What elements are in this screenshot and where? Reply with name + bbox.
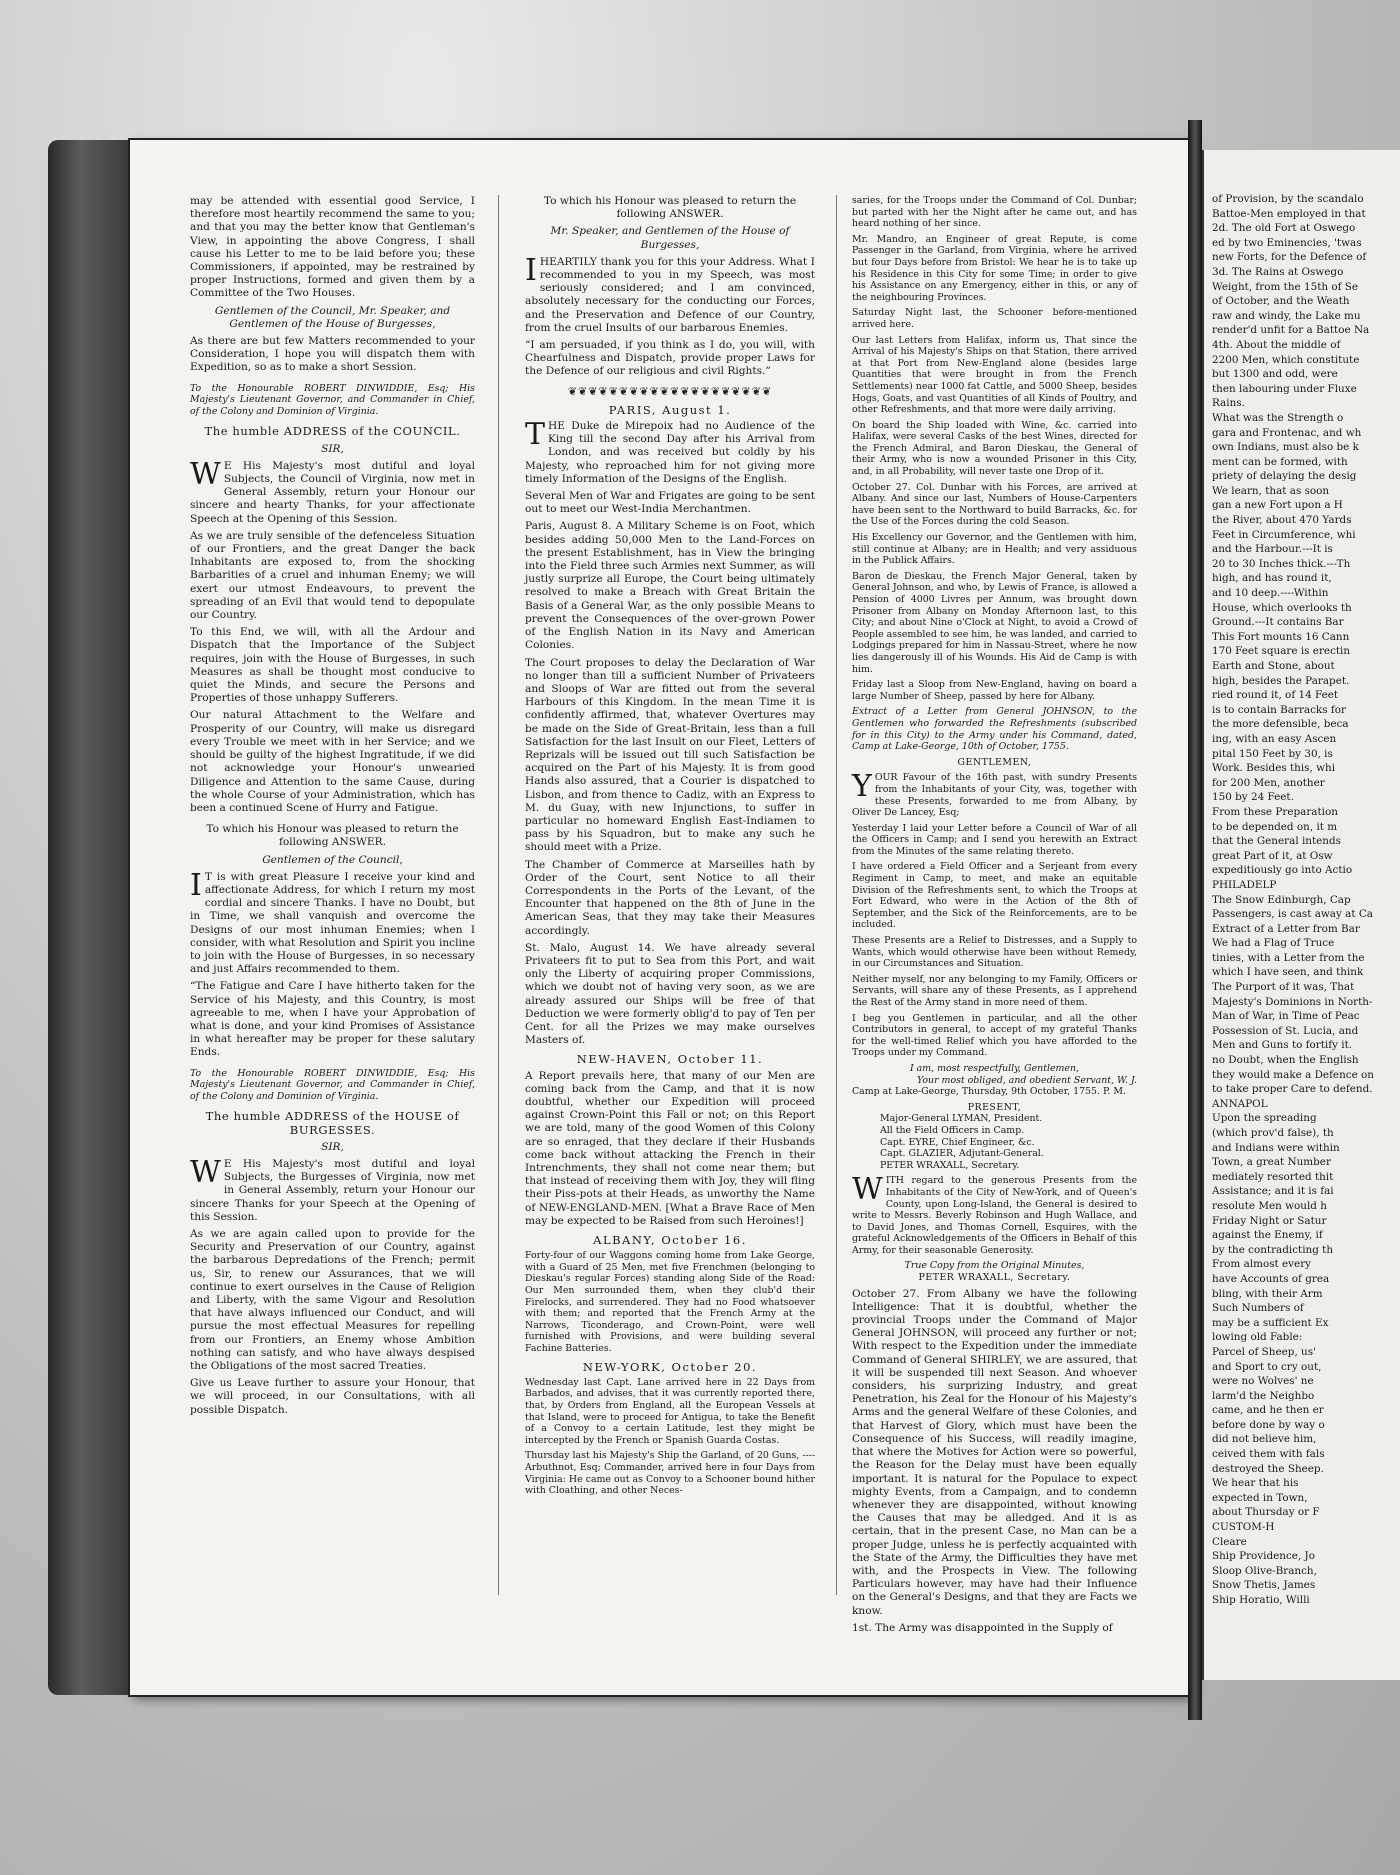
present-heading: PRESENT, [967, 1101, 1022, 1113]
text-line: own Indians, must also be k [1212, 441, 1359, 454]
paragraph: St. Malo, August 14. We have already several Privateers fit to put to Sea from this Port, and wait only the Liberty of acquiring proper Commissions, which we doubt not of having very soon, as we are already assured our Ships will be free of that Deduction we were formerly oblig'd to pay of Ten per Cent. for all the Prizes we may make ourselves Masters of. [525, 941, 815, 1047]
paragraph: Give us Leave further to assure your Honour, that we will proceed, in our Consultations, with all possible Dispatch. [190, 1377, 475, 1416]
text-line: larm'd the Neighbo [1212, 1389, 1315, 1402]
text-line: about Thursday or F [1212, 1506, 1320, 1519]
text-line: to take proper Care to defend. [1212, 1083, 1373, 1096]
section-heading: The humble ADDRESS of the COUNCIL. [204, 424, 461, 439]
text-line: Work. Besides this, whi [1212, 762, 1336, 775]
paragraph: His Excellency our Governor, and the Gentlemen with him, still continue at Albany; are in Health; and very assiduous in the Publick Affairs. [852, 532, 1137, 567]
text-line: did not believe him, [1212, 1433, 1317, 1446]
list-item: Capt. GLAZIER, Adjutant-General. [880, 1148, 1044, 1160]
paragraph: Thursday last his Majesty's Ship the Garland, of 20 Guns, ----Arbuthnot, Esq; Commander, arrived here in four Days from Virginia: He came out as Convoy to a Schooner bound hither with Cloathing, and other Neces- [525, 1450, 815, 1497]
text-line: 150 by 24 Feet. [1212, 791, 1294, 804]
text-line: Ship Providence, Jo [1212, 1550, 1315, 1563]
paragraph: I beg you Gentlemen in particular, and all the other Contributors in general, to accept of my grateful Thanks for the well-timed Relief which you have afforded to the Troops under my Command. [852, 1012, 1137, 1059]
text-line: ed by two Eminencies, 'twas [1212, 236, 1362, 249]
text-line: Town, a great Number [1212, 1156, 1331, 1169]
column-3 [852, 195, 1137, 1639]
paragraph: The Chamber of Commerce at Marseilles hath by Order of the Court, sent Notice to all their Correspondents in the Ports of the Levant, of the Encounter that happened on the 8th of June in the American Seas, that they may take their Measures accordingly. [525, 858, 815, 937]
text-line: (which prov'd false), th [1212, 1127, 1334, 1139]
paragraph: A Report prevails here, that many of our Men are coming back from the Camp, and that it is now doubtful, whether our Expedition will proceed against Crown-Point this Fall or not; on this Report we are told, many of the good Women of this Colony are so enraged, that they declare if their Husbands come back without attacking the French in their Intrenchments, they shall not come near them; but that instead of receiving them with Joy, they will fling their Piss-pots at their Heads, as unworthy the Name of NEW-ENGLAND-MEN. [What a Brave Race of Men may be expected to be Raised from such Heroines!] [525, 1069, 815, 1227]
text-line: We learn, that as soon [1212, 484, 1330, 497]
text-line: and Indians were within [1212, 1141, 1340, 1154]
text-line: of October, and the Weath [1212, 295, 1350, 308]
text-line: no Doubt, when the English [1212, 1054, 1359, 1067]
text-line: great Part of it, at Osw [1212, 849, 1333, 862]
text-line: and 10 deep.----Within [1212, 587, 1329, 600]
paragraph: “The Fatigue and Care I have hitherto taken for the Service of his Majesty, and this Country, is most agreeable to me, when I have your Approbation of what is done, and your kind Promises of Assistance in what hereafter may be proper for these salutary Ends. [190, 980, 475, 1059]
text-line: before done by way o [1212, 1418, 1325, 1431]
text-line: then labouring under Fluxe [1212, 382, 1357, 395]
paragraph: As there are but few Matters recommended to your Consideration, I hope you will dispatch them with Expedition, so as to make a short Session. [190, 335, 475, 374]
signature: PETER WRAXALL, Secretary. [918, 1272, 1071, 1284]
address-heading: To the Honourable ROBERT DINWIDDIE, Esq; His Majesty's Lieutenant Governor, and Commander in Chief, of the Colony and Dominion of Virginia. [190, 1067, 475, 1102]
text-line: high, and has round it, [1212, 572, 1332, 585]
text-line: From these Preparation [1212, 805, 1338, 818]
text-line: they would make a Defence on [1212, 1068, 1374, 1081]
text-line: ing, with an easy Ascen [1212, 732, 1337, 745]
text-line: Men and Guns to fortify it. [1212, 1039, 1353, 1052]
paragraph: Saturday Night last, the Schooner before-mentioned arrived here. [852, 307, 1137, 330]
text-line: tinies, with a Letter from the [1212, 951, 1365, 964]
text-line: new Forts, for the Defence of [1212, 251, 1367, 264]
text-line: Feet in Circumference, whi [1212, 528, 1356, 541]
paragraph: THE Duke de Mirepoix had no Audience of the King till the second Day after his Arrival from London, and was received but coldly by his Majesty, who reproached him for not giving more timely Information of the Designs of the English. [525, 417, 815, 485]
paragraph: These Presents are a Relief to Distresses, and a Supply to Wants, which would otherwise have been without Remedy, in our Circumstances and Situation. [852, 935, 1137, 970]
text-line: What was the Strength o [1212, 411, 1344, 424]
paragraph: Paris, August 8. A Military Scheme is on Foot, which besides adding 50,000 Men to the Land-Forces on the present Establishment, has in View the bringing into the Field three such Armies next Summer, as will justly surprize all Europe, the Court being ultimately resolved to make a Breach with Great Britain the Basis of a General War, as the only possible Means to prevent the Consequences of the over-grown Power of the English Nation in its Navy and American Colonies. [525, 520, 815, 652]
paragraph: WE His Majesty's most dutiful and loyal Subjects, the Burgesses of Virginia, now met in General Assembly, return your Honour our sincere Thanks for your Speech at the Opening of this Session. [190, 1154, 475, 1223]
text-line: PHILADELP [1212, 878, 1277, 891]
text-line: Man of War, in Time of Peac [1212, 1010, 1360, 1023]
text-line: Ship Horatio, Willi [1212, 1594, 1310, 1606]
paragraph: Our last Letters from Halifax, inform us, That since the Arrival of his Majesty's Ships on that Station, there arrived at that Port from New-England alone (besides large Quantities that were brought in from the French Settlements) near 1000 fat Cattle, and 5000 Sheep, besides Hogs, Goats, and vast Quantities of all Kinds of Poultry, and other Refreshments, and that more were daily arriving. [852, 334, 1137, 416]
text-line: were no Wolves' ne [1212, 1375, 1314, 1388]
facing-page [1202, 150, 1400, 1680]
text-line: CUSTOM-H [1212, 1521, 1275, 1534]
text-line: Ground.---It contains Bar [1212, 616, 1344, 629]
paragraph: may be attended with essential good Service, I therefore most heartily recommend the same to you; and that you may the better know that Gentleman's View, in appointing the above Congress, I shall cause his Letter to me to be laid before you; these Commissioners, if appointed, may be restrained by proper Instructions, formed and given them by a Committee of the Two Houses. [190, 195, 475, 300]
column-4 [1212, 192, 1398, 1608]
paragraph: To this End, we will, with all the Ardour and Dispatch that the Importance of the Subject requires, join with the House of Burgesses, in such Measures as shall be thought most conducive to quiet the Minds, and secure the Persons and Properties of those unhappy Sufferers. [190, 626, 475, 705]
text-line: 3d. The Rains at Oswego [1212, 265, 1344, 278]
text-line: expected in Town, [1212, 1491, 1308, 1504]
newspaper-page [130, 140, 1190, 1695]
text-line: The Snow Edinburgh, Cap [1212, 893, 1351, 906]
text-line: bling, with their Arm [1212, 1287, 1323, 1300]
members-list [880, 1113, 1137, 1171]
paragraph: Wednesday last Capt. Lane arrived here in 22 Days from Barbados, and advises, that it was currently reported there, that, by Orders from England, all the European Vessels at that Island, were to proceed for Antigua, to take the Benefit of a Convoy to a certain Latitude, lest they might be intercepted by the French or Spanish Guarda Costas. [525, 1376, 815, 1446]
text-line: which I have seen, and think [1212, 966, 1364, 979]
text-line: Earth and Stone, about [1212, 660, 1335, 672]
text-line: House, which overlooks th [1212, 601, 1352, 614]
text-line: of Provision, by the scandalo [1212, 193, 1364, 205]
closing: I am, most respectfully, Gentlemen, [910, 1062, 1079, 1074]
text-line: raw and windy, the Lake mu [1212, 309, 1361, 322]
text-line: pital 150 Feet by 30, is [1212, 747, 1333, 760]
paragraph: October 27. Col. Dunbar with his Forces, are arrived at Albany. And since our last, Numbers of House-Carpenters have been sent to the Northward to build Barracks, &c. for the Use of the Forces during the cold Season. [852, 481, 1137, 528]
text-line: priety of delaying the desig [1212, 470, 1357, 483]
salutation: Gentlemen of the Council, [262, 853, 403, 866]
text-line: and Sport to cry out, [1212, 1360, 1322, 1373]
text-line: We hear that his [1212, 1477, 1299, 1490]
section-heading: The humble ADDRESS of the HOUSE of BURGESSES. [205, 1109, 460, 1137]
text-line: We had a Flag of Truce [1212, 937, 1335, 950]
text-line: 170 Feet square is erectin [1212, 645, 1351, 658]
list-item: Capt. EYRE, Chief Engineer, &c. [880, 1136, 1035, 1148]
text-line: 20 to 30 Inches thick.---Th [1212, 557, 1351, 570]
salutation: SIR, [321, 442, 344, 455]
text-line: high, besides the Parapet. [1212, 674, 1350, 687]
paragraph: YOUR Favour of the 16th past, with sundry Presents from the Inhabitants of your City, was, together with these Presents, forwarded to me from Albany, by Oliver De Lancey, Esq; [852, 769, 1137, 819]
text-line: resolute Men would h [1212, 1199, 1327, 1212]
text-line: Upon the spreading [1212, 1112, 1317, 1125]
paragraph: saries, for the Troops under the Command of Col. Dunbar; but parted with her the Night after he came out, and has heard nothing of her since. [852, 195, 1137, 230]
text-line: came, and he then er [1212, 1404, 1324, 1417]
text-line: Weight, from the 15th of Se [1212, 280, 1359, 293]
text-line: may be a sufficient Ex [1212, 1316, 1329, 1329]
text-line: by the contradicting th [1212, 1243, 1334, 1256]
paragraph: Neither myself, nor any belonging to my Family, Officers or Servants, will share any of these Presents, as I apprehend the Rest of the Army stand in more need of them. [852, 973, 1137, 1008]
salutation: SIR, [321, 1140, 344, 1153]
text-line: to be depended on, it m [1212, 820, 1338, 833]
paragraph: 1st. The Army was disappointed in the Supply of [852, 1621, 1113, 1634]
closing: Your most obliged, and obedient Servant, W. J. [917, 1074, 1137, 1086]
text-line: the more defensible, beca [1212, 718, 1349, 731]
paragraph: On board the Ship loaded with Wine, &c. carried into Halifax, were several Casks of the best Wines, directed for the French Admiral, and Baron Dieskau, the General of their Army, who is now a wounded Prisoner in this City, and, in all Probability, will never taste one Drop of it. [852, 419, 1137, 478]
paragraph: Our natural Attachment to the Welfare and Prosperity of our Country, will make us disregard every Trouble we meet with in her Service; and we should be guilty of the highest Ingratitude, if we did not acknowledge your Honour's unwearied Diligence and Attention to the same Cause, during the whole Course of your Administration, which has been a continued Scene of Hurry and Fatigue. [190, 709, 475, 814]
column-rule [836, 195, 837, 1595]
paragraph: The Court proposes to delay the Declaration of War no longer than till a sufficient Number of Privateers and Sloops of War are fitted out from the several Harbours of this Kingdom. In the mean Time it is confidently affirmed, that, whatever Overtures may be made on the Side of Great-Britain, less than a full Satisfaction for the last Insult on our Fleet, Letters of Reprizals will be issued out till such Satisfaction be acquired on the Part of his Majesty. It is from good Hands also assured, that a Courier is dispatched to Lisbon, and from thence to Cadiz, with an Express to M. du Guay, with new Injunctions, to suffer in particular no homeward English East-Indiamen to pass by his Squadron, but to make any such he should meet with a Prize. [525, 656, 815, 854]
text-line: Friday Night or Satur [1212, 1214, 1327, 1227]
text-line: expeditiously go into Actio [1212, 864, 1353, 877]
text-line: From almost every [1212, 1258, 1312, 1271]
paragraph: As we are truly sensible of the defenceless Situation of our Frontiers, and the great Danger the back Inhabitants are exposed to, from the shocking Barbarities of a cruel and inhuman Enemy; we will exert our utmost Endeavours, to prevent the spreading of an Evil that would tend to depopulate our Country. [190, 529, 475, 622]
paragraph: “I am persuaded, if you think as I do, you will, with Chearfulness and Dispatch, provide proper Laws for the Defence of our religious and civil Rights.” [525, 339, 815, 378]
text-line: The Purport of it was, That [1212, 981, 1355, 994]
dateline: Camp at Lake-George, Thursday, 9th October, 1755. P. M. [852, 1086, 1126, 1098]
text-line: Such Numbers of [1212, 1302, 1304, 1315]
salutation: Gentlemen of the Council, Mr. Speaker, and Gentlemen of the House of Burgesses, [214, 304, 451, 330]
text-line: Sloop Olive-Branch, [1212, 1564, 1317, 1577]
reply-heading: To which his Honour was pleased to return the following ANSWER. [543, 195, 797, 221]
text-line: 2200 Men, which constitute [1212, 353, 1360, 366]
dateline: PARIS, August 1. [608, 402, 732, 417]
text-line: Possession of St. Lucia, and [1212, 1024, 1359, 1037]
paragraph: Several Men of War and Frigates are going to be sent out to meet our West-India Merchantmen. [525, 490, 815, 516]
reply-heading: To which his Honour was pleased to return the following ANSWER. [206, 823, 459, 849]
text-line: against the Enemy, if [1212, 1229, 1323, 1242]
list-item: Major-General LYMAN, President. [880, 1113, 1043, 1125]
text-line: that the General intends [1212, 835, 1341, 848]
column-2 [525, 195, 815, 1501]
ornament-rule: ❦❦❦❦❦❦❦❦❦❦❦❦❦❦❦❦❦❦❦❦ [567, 384, 773, 398]
paragraph: Baron de Dieskau, the French Major General, taken by General Johnson, and who, by Lewis of France, is allowed a Pension of 4000 Livres per Annum, was brought down Prisoner from Albany on Monday Afternoon last, to this City; and about Nine o'Clock at Night, to avoid a Crowd of People assembled to see him, he was landed, and carried to Lodgings prepared for him in Nassau-Street, where he now lies dangerously ill of his Wounds. His Aid de Camp is with him. [852, 570, 1137, 675]
text-line: ment can be formed, with [1212, 455, 1348, 468]
paragraph: WE His Majesty's most dutiful and loyal Subjects, the Council of Virginia, now met in General Assembly, return your Honour our sincere and hearty Thanks, for your affectionate Speech at the Opening of this Session. [190, 456, 475, 525]
text-line: the River, about 470 Yards [1212, 514, 1352, 527]
text-line: ANNAPOL [1212, 1097, 1268, 1110]
dateline: NEW-YORK, October 20. [582, 1359, 758, 1374]
paragraph: IHEARTILY thank you for this your Address. What I recommended to you in my Speech, was most seriously considered; and I am convinced, absolutely necessary for the conducting our Forces, and the Preservation and Defence of our Country, from the cruel Insults of our barbarous Enemies. [525, 252, 815, 334]
text-line: but 1300 and odd, were [1212, 368, 1338, 381]
address-heading: To the Honourable ROBERT DINWIDDIE, Esq; His Majesty's Lieutenant Governor, and Commander in Chief, of the Colony and Dominion of Virginia. [190, 382, 475, 417]
text-line: Cleare [1212, 1535, 1247, 1548]
text-line: mediately resorted thit [1212, 1170, 1334, 1183]
text-line: destroyed the Sheep. [1212, 1462, 1324, 1475]
column-1 [190, 195, 475, 1421]
list-item: PETER WRAXALL, Secretary. [880, 1159, 1020, 1171]
book-gutter [1188, 120, 1202, 1720]
paragraph: Mr. Mandro, an Engineer of great Repute, is come Passenger in the Garland, from Virginia, where he arrived but four Days before from Bristol: We hear he is to take up his Residence in this City for some Time; in order to give his Assistance on any Emergency, either in this, or any of the neighbouring Provinces. [852, 233, 1137, 303]
text-line: 4th. About the middle of [1212, 338, 1341, 351]
text-line: and the Harbour.---It is [1212, 543, 1333, 556]
paragraph: IT is with great Pleasure I receive your kind and affectionate Address, for which I return my most cordial and sincere Thanks. I have no Doubt, but in Time, we shall vanquish and overcome the Designs of our most inhuman Enemies; when I consider, with what Resolution and Spirit you incline to join with the House of Burgesses, in so necessary and just Affairs recommended to them. [190, 867, 475, 976]
text-line: is to contain Barracks for [1212, 703, 1346, 716]
text-line: gara and Frontenac, and wh [1212, 426, 1362, 439]
text-line: Passengers, is cast away at Ca [1212, 908, 1373, 921]
dateline: ALBANY, October 16. [593, 1233, 747, 1248]
extract-heading: Extract of a Letter from General JOHNSON, to the Gentlemen who forwarded the Refreshments (subscribed for in this City) to the Army under his Command, dated, Camp at Lake-George, 10th of October, 1755. [852, 706, 1137, 753]
text-line: render'd unfit for a Battoe Na [1212, 324, 1370, 337]
text-line: gan a new Fort upon a H [1212, 499, 1343, 512]
salutation: GENTLEMEN, [957, 756, 1032, 768]
text-line: Snow Thetis, James [1212, 1579, 1316, 1592]
text-line: ried round it, of 14 Feet [1212, 689, 1339, 702]
paragraph: Friday last a Sloop from New-England, having on board a large Number of Sheep, passed by here for Albany. [852, 679, 1137, 702]
text-line: Rains. [1212, 397, 1245, 410]
list-item: All the Field Officers in Camp. [880, 1124, 1025, 1136]
column-rule [498, 195, 499, 1595]
text-line: Assistance; and it is fai [1212, 1185, 1334, 1198]
text-line: Battoe-Men employed in that [1212, 207, 1366, 220]
book-binding [48, 140, 130, 1695]
text-line: Extract of a Letter from Bar [1212, 922, 1360, 935]
paragraph: October 27. From Albany we have the following Intelligence: That it is doubtful, whether the provincial Troops under the Command of Major General JOHNSON, will proceed any further or not; With respect to the Expedition under the immediate Command of General SHIRLEY, we are assured, that it will be suspended till next Season. And whoever considers, his surprizing Industry, and great Penetration, his Zeal for the Honour of his Majesty's Arms and the general Welfare of these Colonies, and that Harvest of Glory, which must have been the Consequence of his Success, will readily imagine, that where the Motives for Action were so powerful, the Reason for the Delay must have been equally important. It is natural for the Populace to expect mighty Events, from a Campaign, and to condemn whenever they are disappointed, without knowing the Causes that may be alledged. And it is as certain, that in the present Case, no Man can be a proper Judge, unless he is perfectly acquainted with the State of the Army, the Difficulties they have met with, and the Prospects in View. The following Particulars however, may have had their Influence on the General's Designs, and that they are Facts we know. [852, 1287, 1137, 1617]
text-line: Majesty's Dominions in North- [1212, 995, 1373, 1008]
copy-note: True Copy from the Original Minutes, [904, 1260, 1085, 1272]
text-line: ceived them with fals [1212, 1448, 1325, 1461]
text-line: for 200 Men, another [1212, 776, 1325, 789]
text-line: have Accounts of grea [1212, 1272, 1330, 1285]
paragraph: WITH regard to the generous Presents from the Inhabitants of the City of New-York, and of Queen's County, upon Long-Island, the General is desired to write to Messrs. Beverly Robinson and Hugh Wallace, and to David Jones, and Thomas Cornell, Esquires, with the grateful Acknowledgements of the Officers in Behalf of this Army, for their seasonable Generosity. [852, 1172, 1137, 1256]
dateline: NEW-HAVEN, October 11. [576, 1052, 764, 1067]
text-line: Parcel of Sheep, us' [1212, 1345, 1316, 1358]
paragraph: I have ordered a Field Officer and a Serjeant from every Regiment in Camp, to meet, and make an equitable Division of the Refreshments sent, to which the Troops at Fort Edward, who were in the Action of the 8th of September, and the Sick of the Reinforcements, are to be included. [852, 861, 1137, 931]
text-line: lowing old Fable: [1212, 1331, 1303, 1344]
text-line: 2d. The old Fort at Oswego [1212, 222, 1356, 235]
text-line: This Fort mounts 16 Cann [1212, 630, 1350, 643]
paragraph: Forty-four of our Waggons coming home from Lake George, with a Guard of 25 Men, met five Frenchmen (belonging to Dieskau's regular Forces) standing along Side of the Road: Our Men surrounded them, when they club'd their Firelocks, and surrendered. They had no Food whatsoever with them; and reported that the French Army at the Narrows, Ticonderago, and Crown-Point, were well furnished with Provisions, and were building several Fachine Batteries. [525, 1250, 815, 1354]
paragraph: Yesterday I laid your Letter before a Council of War of all the Officers in Camp; and I send you herewith an Extract from the Minutes of the same relating thereto. [852, 822, 1137, 857]
salutation: Mr. Speaker, and Gentlemen of the House of Burgesses, [550, 225, 790, 251]
paragraph: As we are again called upon to provide for the Security and Preservation of our Country, against the barbarous Depredations of the French; permit us, Sir, to renew our Assurances, that we will continue to exert ourselves in the Cause of Religion and Liberty, with the same Vigour and Resolution that have always influenced our Conduct, and will pursue the most effectual Measures for repelling from our Frontiers, an Enemy whose Ambition nothing can satisfy, and who have always despised the Obligations of the most sacred Treaties. [190, 1227, 475, 1372]
